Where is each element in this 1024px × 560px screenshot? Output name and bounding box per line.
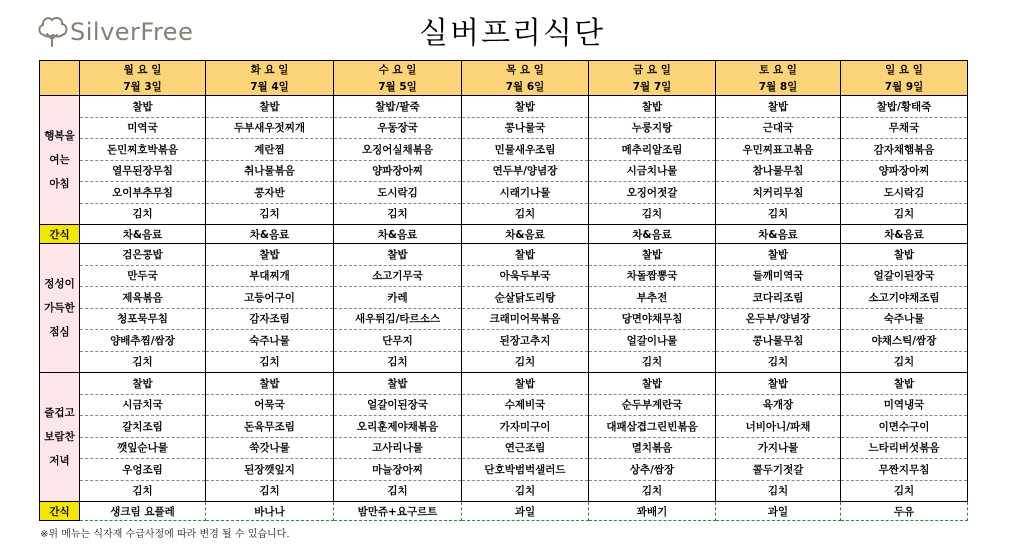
meal-label-line: 즐겁고 [44, 407, 75, 419]
dish-cell: 얼갈이된장국 [841, 265, 968, 287]
dish-cell: 찰밥 [716, 244, 841, 266]
dish-cell: 미역국 [80, 117, 206, 139]
dish-cell: 찰밥 [589, 96, 716, 118]
dish-cell: 찰밥 [334, 373, 462, 395]
date-cell: 7월 4일 [206, 78, 334, 96]
dish-row [40, 96, 968, 118]
dish-row [40, 437, 968, 459]
dish-cell: 양배추찜/쌈장 [80, 330, 206, 352]
dish-cell: 참나물무침 [716, 160, 841, 182]
snack-cell: 차&음료 [589, 225, 716, 244]
dish-cell: 찰밥 [206, 96, 334, 118]
snack-cell: 차&음료 [841, 225, 968, 244]
logo-text: SilverFree [70, 18, 194, 46]
dish-cell: 대패삼겹그린빈볶음 [589, 416, 716, 438]
dish-cell: 부추전 [589, 287, 716, 309]
day-name-cell: 목 요 일 [462, 61, 589, 79]
dish-cell: 도시락김 [334, 182, 462, 204]
dish-cell: 돈육무조림 [206, 416, 334, 438]
dish-cell: 오이부추무침 [80, 182, 206, 204]
dish-cell: 김치 [462, 480, 589, 502]
dish-cell: 크래미어묵볶음 [462, 308, 589, 330]
meal-label-line: 보람찬 [44, 431, 75, 443]
dish-cell: 김치 [206, 480, 334, 502]
dish-cell: 찰밥 [841, 244, 968, 266]
dish-row [40, 117, 968, 139]
weekly-menu-table [39, 60, 968, 521]
dish-cell: 무짠지무침 [841, 459, 968, 481]
dish-cell: 너비아니/파채 [716, 416, 841, 438]
date-cell: 7월 5일 [334, 78, 462, 96]
dish-row [40, 160, 968, 182]
day-name-cell: 일 요 일 [841, 61, 968, 79]
meal-label-line: 아침 [49, 178, 70, 190]
dish-cell: 김치 [841, 203, 968, 225]
meal-label [40, 373, 80, 502]
dish-cell: 온두부/양념장 [716, 308, 841, 330]
date-cell: 7월 8일 [716, 78, 841, 96]
dish-cell: 무채국 [841, 117, 968, 139]
dish-cell: 야채스틱/쌈장 [841, 330, 968, 352]
dish-cell: 찰밥 [206, 244, 334, 266]
dish-cell: 돈민찌호박볶음 [80, 139, 206, 161]
day-name-cell: 월 요 일 [80, 61, 206, 79]
meal-label-line: 여는 [49, 154, 70, 166]
dish-cell: 메추리알조림 [589, 139, 716, 161]
meal-label-line: 점심 [49, 326, 70, 338]
dish-cell: 콩나물국 [462, 117, 589, 139]
meal-label [40, 244, 80, 373]
dish-row [40, 203, 968, 225]
meal-label-line: 저녁 [49, 455, 70, 467]
dish-cell: 순살닭도리탕 [462, 287, 589, 309]
dish-cell: 소고기야채조림 [841, 287, 968, 309]
dish-cell: 수제비국 [462, 394, 589, 416]
dish-cell: 깻잎순나물 [80, 437, 206, 459]
dish-cell: 찰밥 [589, 373, 716, 395]
dish-cell: 김치 [334, 351, 462, 373]
dish-cell: 단무지 [334, 330, 462, 352]
header-day-row [40, 61, 968, 79]
snack-cell: 과일 [716, 502, 841, 521]
day-name-cell: 토 요 일 [716, 61, 841, 79]
dish-row [40, 244, 968, 266]
dish-cell: 감자조림 [206, 308, 334, 330]
dish-cell: 김치 [334, 480, 462, 502]
header-corner [40, 61, 80, 96]
meal-label-line: 가득한 [44, 302, 75, 314]
dish-cell: 연근조림 [462, 437, 589, 459]
dish-cell: 당면야채무침 [589, 308, 716, 330]
dish-cell: 시래기나물 [462, 182, 589, 204]
dish-cell: 감자채햄볶음 [841, 139, 968, 161]
dish-row [40, 139, 968, 161]
snack-cell: 생크림 요플레 [80, 502, 206, 521]
snack-cell: 차&음료 [80, 225, 206, 244]
dish-row [40, 182, 968, 204]
dish-row [40, 351, 968, 373]
dish-cell: 오리훈제야채볶음 [334, 416, 462, 438]
dish-cell: 이면수구이 [841, 416, 968, 438]
dish-cell: 김치 [589, 203, 716, 225]
dish-cell: 찰밥 [334, 244, 462, 266]
dish-cell: 양파장아찌 [334, 160, 462, 182]
snack-cell: 과일 [462, 502, 589, 521]
dish-cell: 김치 [589, 351, 716, 373]
dish-row [40, 459, 968, 481]
dish-cell: 김치 [716, 351, 841, 373]
dish-cell: 민물새우조림 [462, 139, 589, 161]
dish-cell: 단호박범벅샐러드 [462, 459, 589, 481]
dish-cell: 김치 [841, 480, 968, 502]
dish-cell: 제육볶음 [80, 287, 206, 309]
dish-cell: 김치 [589, 480, 716, 502]
dish-cell: 김치 [80, 203, 206, 225]
dish-cell: 우민찌표고볶음 [716, 139, 841, 161]
snack-label: 간식 [40, 225, 80, 244]
dish-cell: 연두부/양념장 [462, 160, 589, 182]
dish-cell: 계란찜 [206, 139, 334, 161]
dish-cell: 김치 [716, 203, 841, 225]
date-cell: 7월 7일 [589, 78, 716, 96]
dish-row [40, 265, 968, 287]
day-name-cell: 수 요 일 [334, 61, 462, 79]
date-cell: 7월 3일 [80, 78, 206, 96]
dish-cell: 찰밥 [716, 96, 841, 118]
dish-cell: 아욱두부국 [462, 265, 589, 287]
dish-cell: 상추/쌈장 [589, 459, 716, 481]
snack-cell: 바나나 [206, 502, 334, 521]
dish-cell: 찰밥/팥죽 [334, 96, 462, 118]
meal-label-line: 정성이 [44, 278, 75, 290]
dish-cell: 미역냉국 [841, 394, 968, 416]
dish-cell: 근대국 [716, 117, 841, 139]
dish-cell: 찰밥 [841, 373, 968, 395]
dish-cell: 얼갈이나물 [589, 330, 716, 352]
dish-cell: 청포묵무침 [80, 308, 206, 330]
dish-cell: 김치 [462, 351, 589, 373]
dish-cell: 오징어젓갈 [589, 182, 716, 204]
dish-cell: 된장깻잎지 [206, 459, 334, 481]
dish-cell: 갈치조림 [80, 416, 206, 438]
dish-cell: 시금치국 [80, 394, 206, 416]
dish-cell: 두부새우젓찌개 [206, 117, 334, 139]
dish-cell: 콩자반 [206, 182, 334, 204]
date-cell: 7월 6일 [462, 78, 589, 96]
dish-cell: 된장고추지 [462, 330, 589, 352]
dish-row [40, 308, 968, 330]
dish-cell: 카레 [334, 287, 462, 309]
dish-cell: 검은콩밥 [80, 244, 206, 266]
snack-row [40, 502, 968, 521]
dish-row [40, 416, 968, 438]
dish-cell: 가지나물 [716, 437, 841, 459]
dish-cell: 찰밥 [716, 373, 841, 395]
dish-cell: 치커리무침 [716, 182, 841, 204]
header-date-row [40, 78, 968, 96]
dish-cell: 김치 [716, 480, 841, 502]
dish-cell: 찰밥 [206, 373, 334, 395]
dish-cell: 콜두기젓갈 [716, 459, 841, 481]
dish-cell: 찰밥 [80, 373, 206, 395]
dish-row [40, 373, 968, 395]
dish-row [40, 287, 968, 309]
dish-cell: 부대찌개 [206, 265, 334, 287]
menu-change-note: ※위 메뉴는 식자재 수급사정에 따라 변경 될 수 있습니다. [40, 529, 290, 540]
dish-cell: 취나물볶음 [206, 160, 334, 182]
dish-cell: 우동장국 [334, 117, 462, 139]
dish-cell: 어묵국 [206, 394, 334, 416]
dish-cell: 김치 [80, 480, 206, 502]
day-name-cell: 금 요 일 [589, 61, 716, 79]
dish-cell: 새우튀김/타르소스 [334, 308, 462, 330]
dish-cell: 김치 [206, 203, 334, 225]
dish-cell: 육개장 [716, 394, 841, 416]
dish-cell: 열무된장무침 [80, 160, 206, 182]
dish-cell: 느타리버섯볶음 [841, 437, 968, 459]
dish-cell: 찰밥 [462, 96, 589, 118]
dish-cell: 찰밥 [80, 96, 206, 118]
dish-cell: 찰밥 [462, 373, 589, 395]
dish-cell: 오징어실채볶음 [334, 139, 462, 161]
meal-label [40, 96, 80, 225]
dish-cell: 숙주나물 [841, 308, 968, 330]
meal-label-line: 행복을 [44, 130, 75, 142]
dish-row [40, 330, 968, 352]
snack-cell: 차&음료 [462, 225, 589, 244]
dish-cell: 소고기무국 [334, 265, 462, 287]
dish-cell: 누룽지탕 [589, 117, 716, 139]
dish-cell: 콩나물무침 [716, 330, 841, 352]
snack-cell: 차&음료 [334, 225, 462, 244]
dish-cell: 김치 [80, 351, 206, 373]
dish-cell: 양파장아찌 [841, 160, 968, 182]
dish-cell: 고사리나물 [334, 437, 462, 459]
date-cell: 7월 9일 [841, 78, 968, 96]
dish-cell: 김치 [841, 351, 968, 373]
dish-row [40, 394, 968, 416]
snack-cell: 밤만쥬+요구르트 [334, 502, 462, 521]
dish-cell: 마늘장아찌 [334, 459, 462, 481]
snack-row [40, 225, 968, 244]
dish-cell: 만두국 [80, 265, 206, 287]
dish-cell: 차돌짬뽕국 [589, 265, 716, 287]
dish-cell: 얼갈이된장국 [334, 394, 462, 416]
snack-cell: 두유 [841, 502, 968, 521]
dish-cell: 숙주나물 [206, 330, 334, 352]
day-name-cell: 화 요 일 [206, 61, 334, 79]
snack-cell: 꽈배기 [589, 502, 716, 521]
dish-row [40, 480, 968, 502]
dish-cell: 찰밥/황태죽 [841, 96, 968, 118]
dish-cell: 김치 [334, 203, 462, 225]
page-title: 실버프리식단 [419, 16, 605, 51]
dish-cell: 멸치볶음 [589, 437, 716, 459]
dish-cell: 김치 [462, 203, 589, 225]
dish-cell: 찰밥 [589, 244, 716, 266]
dish-cell: 쑥갓나물 [206, 437, 334, 459]
snack-cell: 차&음료 [716, 225, 841, 244]
dish-cell: 들깨미역국 [716, 265, 841, 287]
dish-cell: 코다리조림 [716, 287, 841, 309]
dish-cell: 김치 [206, 351, 334, 373]
snack-cell: 차&음료 [206, 225, 334, 244]
dish-cell: 우엉조림 [80, 459, 206, 481]
dish-cell: 도시락김 [841, 182, 968, 204]
snack-label: 간식 [40, 502, 80, 521]
dish-cell: 고등어구이 [206, 287, 334, 309]
dish-cell: 순두부계란국 [589, 394, 716, 416]
dish-cell: 시금치나물 [589, 160, 716, 182]
dish-cell: 찰밥 [462, 244, 589, 266]
dish-cell: 가자미구이 [462, 416, 589, 438]
